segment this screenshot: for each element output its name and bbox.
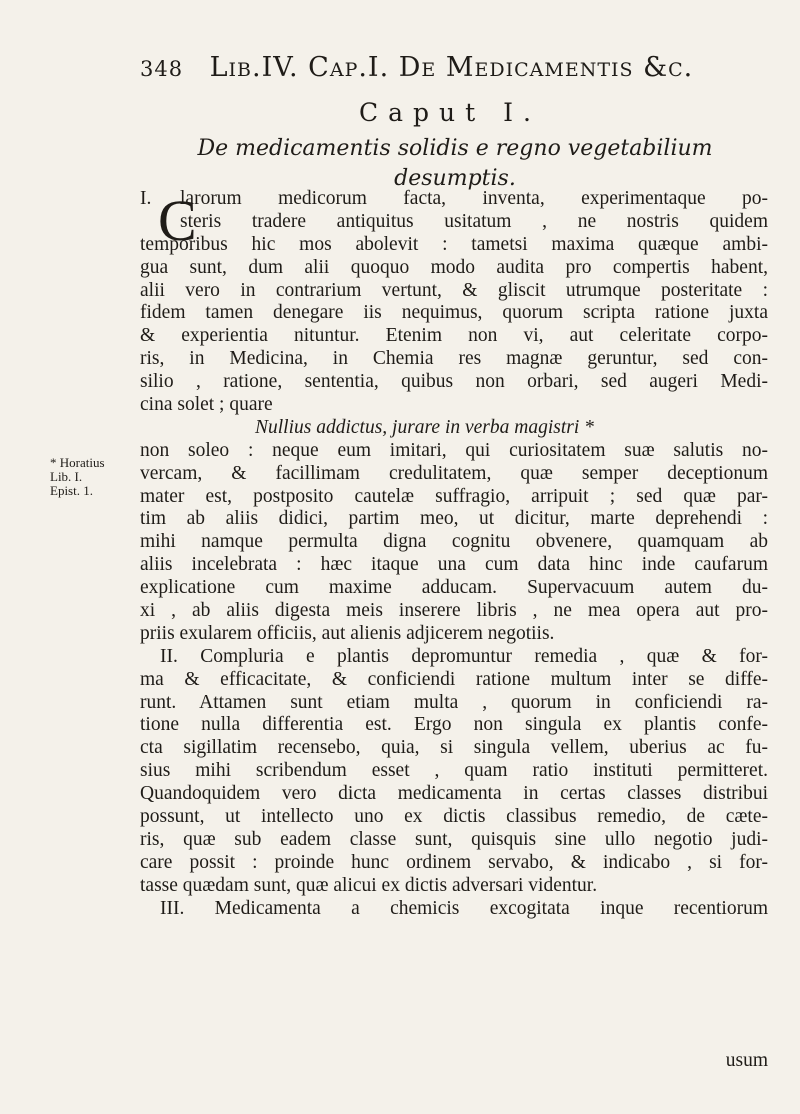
text-line: vercam, & facillimam credulitatem, quæ semper deceptionum <box>140 462 768 484</box>
section-3 <box>140 898 768 921</box>
text-line: silio , ratione, sententia, quibus non orbari, sed augeri Medi- <box>140 371 768 393</box>
text-line: gua sunt, dum alii quoquo modo audita pro compertis habent, <box>140 256 768 278</box>
running-title: Lib.IV. Cap.I. De Medicamentis &c. <box>209 52 694 83</box>
subtitle-line: De medicamentis solidis e regno vegetabilium <box>197 136 713 161</box>
section-number: I. <box>140 188 152 209</box>
text-line: cina solet ; quare <box>140 394 273 416</box>
margin-note-line: Epist. 1. <box>50 483 93 498</box>
text-line: steris tradere antiquitus usitatum , ne nostris quidem <box>180 210 768 232</box>
text-line: temporibus hic mos abolevit : tametsi maxima quæque ambi- <box>140 233 768 255</box>
text-line: explicatione cum maxime adducam. Supervacuum autem du- <box>140 577 768 599</box>
text-line: III. Medicamenta a chemicis excogitata inque recentiorum <box>160 897 768 919</box>
section-1 <box>140 188 768 646</box>
text-line: aliis incelebrata : hæc itaque una cum data hinc inde caufarum <box>140 554 768 576</box>
text-line: tim ab aliis didici, partim meo, ut dicitur, marte deprehendi : <box>140 508 768 530</box>
text-line: care possit : proinde hunc ordinem servabo, & indicabo , si for- <box>140 851 768 873</box>
subtitle-line: desumptis. <box>394 166 516 191</box>
text-line: ris, in Medicina, in Chemia res magnæ geruntur, sed con- <box>140 348 768 370</box>
section-2 <box>140 646 768 898</box>
margin-note-line: Lib. I. <box>50 469 83 484</box>
margin-note-line: * Horatius <box>50 455 105 470</box>
text-line: alii vero in contrarium vertunt, & gliscit utrumque posteritate : <box>140 279 768 301</box>
text-line: runt. Attamen sunt etiam multa , quorum in conficiendi ra- <box>140 691 768 713</box>
text-line: fidem tamen denegare iis nequimus, quorum scripta ratione juxta <box>140 302 768 324</box>
text-line: ris, quæ sub eadem classe sunt, quisquis sine ullo negotio judi- <box>140 828 768 850</box>
text-line: xi , ab aliis digesta meis inserere libris , ne mea opera aut pro- <box>140 600 768 622</box>
chapter-subtitle <box>165 134 745 194</box>
text-line: cta sigillatim recensebo, quia, si singula vellem, uberius ac fu- <box>140 737 768 759</box>
text-line: Quandoquidem vero dicta medicamenta in certas classes distribui <box>140 783 768 805</box>
text-line: mater est, postposito cautelæ suffragio, arripuit ; sed quæ par- <box>140 485 768 507</box>
catchword: usum <box>725 1050 768 1071</box>
margin-note <box>50 456 136 498</box>
text-line: possunt, ut intellecto uno ex dictis classibus remedio, de cæte- <box>140 806 768 828</box>
drop-cap: C <box>158 188 197 253</box>
text-line: non soleo : neque eum imitari, qui curiositatem suæ salutis no- <box>140 439 768 461</box>
text-line: ma & efficacitate, & conficiendi ratione multum inter se diffe- <box>140 668 768 690</box>
chapter-heading: Caput I. <box>359 98 541 127</box>
body-text <box>140 188 768 921</box>
text-line: priis exularem officiis, aut alienis adjicerem negotiis. <box>140 622 555 644</box>
text-line: II. Compluria e plantis depromuntur remedia , quæ & for- <box>160 645 768 667</box>
text-line: tione nulla differentia est. Ergo non singula ex plantis confe- <box>140 714 768 736</box>
text-line: sius mihi scribendum esset , quam ratio instituti permitteret. <box>140 760 768 782</box>
quote-line: Nullius addictus, jurare in verba magistri * <box>255 416 594 438</box>
page-number: 348 <box>140 57 184 81</box>
running-head <box>140 52 760 83</box>
text-line: larorum medicorum facta, inventa, experimentaque po- <box>180 188 768 209</box>
text-line: tasse quædam sunt, quæ alicui ex dictis adversari videntur. <box>140 874 598 896</box>
text-line: mihi namque permulta digna cognitu obvenere, quamquam ab <box>140 531 768 553</box>
text-line: & experientia nituntur. Etenim non vi, aut celeritate corpo- <box>140 325 768 347</box>
